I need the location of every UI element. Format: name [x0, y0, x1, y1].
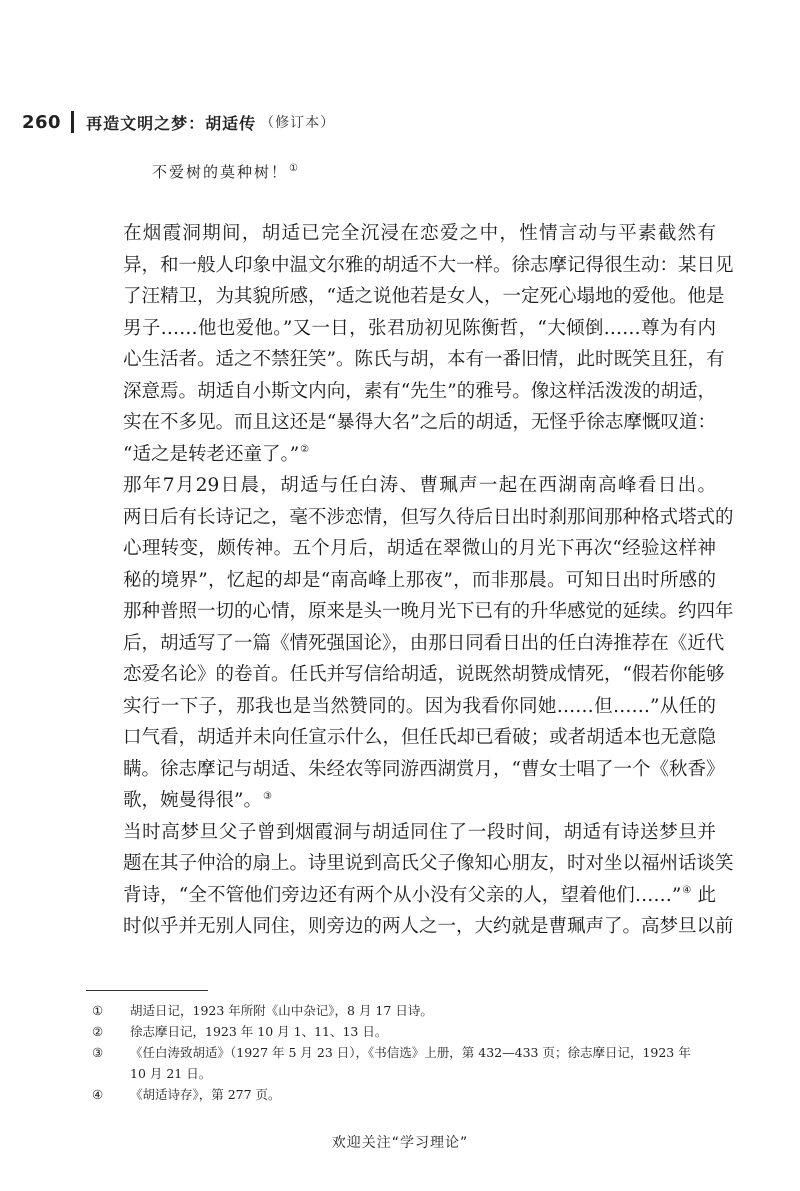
text-line-content: “适之是转老还童了。” [123, 443, 300, 465]
book-title: 再造文明之梦：胡适传 [86, 113, 257, 133]
verse-line [152, 158, 298, 186]
watermark-caption: 欢迎关注“学习理论” [331, 1135, 469, 1151]
text-line [86, 785, 716, 817]
text-line [86, 880, 716, 912]
text-line: 那年7月29日晨，胡适与任白涛、曹珮声一起在西湖南高峰看日出。 [123, 475, 716, 496]
text-line: 那种普照一切的心情，原来是头一晚月光下已有的升华感觉的延续。约四年 [123, 601, 734, 622]
footnotes [92, 1000, 702, 1105]
footnote-mark: ② [92, 1024, 104, 1039]
text-line: 后，胡适写了一篇《情死强国论》，由那日同看日出的任白涛推荐在《近代 [123, 632, 725, 654]
text-line: 在烟霞洞期间，胡适已完全沉浸在恋爱之中，性情言动与平素截然有 [123, 223, 716, 244]
footnote-text: 徐志摩日记，1923 年 10 月 1、11、13 日。 [130, 1024, 388, 1039]
text-line: 深意焉。胡适自小斯文内向，素有“先生”的雅号。像这样活泼泼的胡适， [123, 380, 716, 402]
text-line: 男子……他也爱他。”又一日，张君劢初见陈衡哲，“大倾倒……尊为有内 [123, 317, 716, 339]
footnote-ref[interactable]: ④ [682, 885, 692, 897]
footnote-separator [86, 990, 208, 991]
footnote-text: 《任白涛致胡适》（1927 年 5 月 23 日），《书信选》上册，第 432—433 页；徐志摩日记，1923 年 10 月 21 日。 [130, 1045, 691, 1081]
text-line-content: 背诗，“全不管他们旁边还有两个从小没有父亲的人，望着他们……” [123, 884, 682, 906]
text-line-tail: 此 [697, 884, 716, 906]
text-line: 题在其子仲洽的扇上。诗里说到高氏父子像知心朋友，时对坐以福州话谈笑 [123, 853, 734, 874]
footnote-ref[interactable]: ② [300, 444, 310, 456]
running-header [22, 107, 335, 137]
footnote-mark: ③ [92, 1045, 104, 1060]
page-number: 260 [22, 111, 62, 133]
header-divider [71, 111, 74, 133]
footnote-mark: ① [92, 1003, 104, 1018]
text-line: 心理转变，颇传神。五个月后，胡适在翠微山的月光下再次“经验这样神 [123, 538, 716, 559]
text-line: 异，和一般人印象中温文尔雅的胡适不大一样。徐志摩记得很生动：某日见 [123, 254, 734, 276]
text-line: 恋爱名论》的卷首。任氏并写信给胡适，说既然胡赞成情死，“假若你能够 [123, 664, 725, 685]
footnote-text: 《胡适诗存》，第 277 页。 [130, 1087, 281, 1102]
footnote-ref[interactable]: ③ [262, 790, 272, 802]
footnote-mark: ④ [92, 1087, 104, 1102]
text-line: 口气看，胡适并未向任宣示什么，但任氏却已看破；或者胡适本也无意隐 [123, 727, 716, 748]
text-line: 实在不多见。而且这还是“暴得大名”之后的胡适，无怪乎徐志摩慨叹道： [123, 412, 716, 433]
footnote-item [92, 1084, 702, 1105]
text-line [86, 439, 716, 471]
paragraph-2 [86, 470, 734, 817]
text-line: 瞒。徐志摩记与胡适、朱经农等同游西湖赏月，“曹女士唱了一个《秋香》 [123, 758, 725, 780]
text-line: 当时高梦旦父子曾到烟霞洞与胡适同住了一段时间，胡适有诗送梦旦并 [123, 821, 716, 843]
text-line-content: 歌，婉曼得很”。 [123, 790, 262, 811]
text-line: 了汪精卫，为其貌所感，“适之说他若是女人，一定死心塌地的爱他。他是 [123, 286, 725, 307]
footnote-item [92, 1000, 702, 1021]
text-line: 心生活者。适之不禁狂笑”。陈氏与胡，本有一番旧情，此时既笑且狂，有 [123, 349, 725, 370]
footnote-item [92, 1021, 702, 1042]
footnote-item [92, 1042, 702, 1084]
verse-text: 不爱树的莫种树！ [152, 163, 289, 181]
text-line: 实行一下子，那我也是当然赞同的。因为我看你同她……但……”从任的 [123, 695, 716, 717]
book-edition: （修订本） [260, 115, 336, 131]
text-line: 秘的境界”，忆起的却是“南高峰上那夜”，而非那晨。可知日出时所感的 [123, 569, 716, 591]
footnote-ref[interactable]: ① [289, 163, 298, 174]
footnote-text: 胡适日记，1923 年所附《山中杂记》，8 月 17 日诗。 [130, 1003, 433, 1018]
body-text [86, 218, 734, 943]
paragraph-3 [86, 817, 734, 943]
paragraph-1 [86, 218, 734, 470]
text-line: 时似乎并无别人同住，则旁边的两人之一，大约就是曹珮声了。高梦旦以前 [123, 916, 734, 937]
text-line: 两日后有长诗记之，毫不涉恋情，但写久待后日出时刹那间那种格式塔式的 [123, 506, 734, 528]
